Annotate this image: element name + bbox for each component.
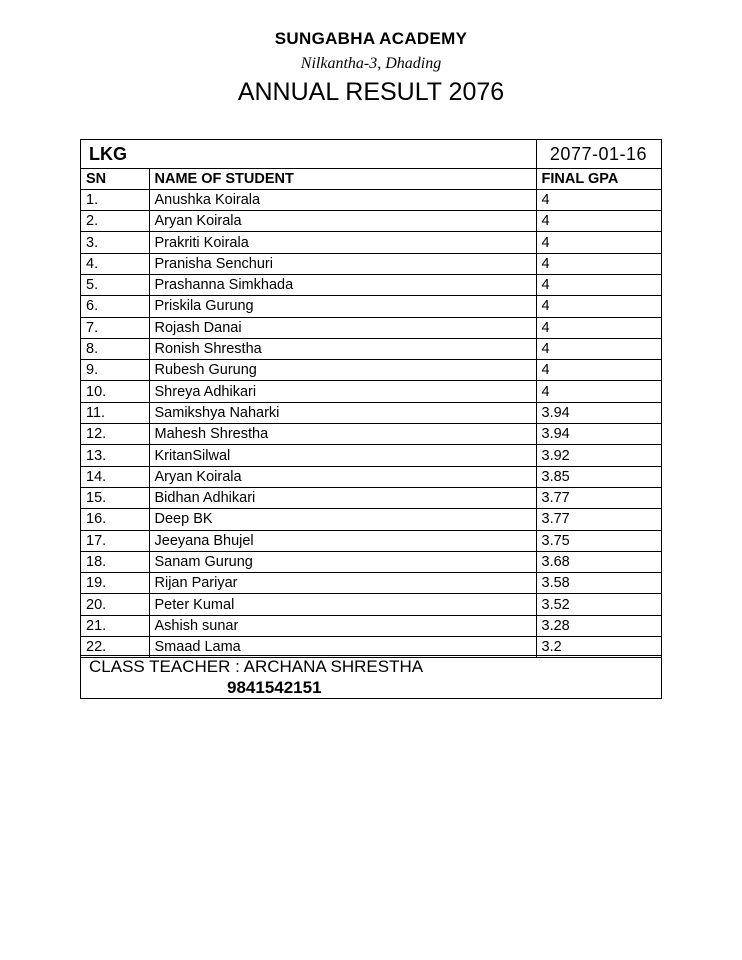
cell-sn: 12.: [81, 424, 149, 445]
cell-sn: 17.: [81, 530, 149, 551]
cell-student-name: Rojash Danai: [149, 317, 536, 338]
cell-sn: 14.: [81, 466, 149, 487]
cell-student-name: Pranisha Senchuri: [149, 253, 536, 274]
cell-student-name: Priskila Gurung: [149, 296, 536, 317]
result-title: ANNUAL RESULT 2076: [237, 78, 505, 106]
table-row: [81, 551, 661, 572]
cell-student-name: Aryan Koirala: [149, 466, 536, 487]
cell-sn: 6.: [81, 296, 149, 317]
cell-final-gpa: 4: [536, 296, 661, 317]
cell-student-name: Rijan Pariyar: [149, 573, 536, 594]
table-row: [81, 274, 661, 295]
cell-final-gpa: 3.68: [536, 551, 661, 572]
table-row: [81, 232, 661, 253]
cell-student-name: Anushka Koirala: [149, 189, 536, 210]
cell-student-name: Prashanna Simkhada: [149, 274, 536, 295]
cell-sn: 5.: [81, 274, 149, 295]
table-row: [81, 317, 661, 338]
cell-student-name: Shreya Adhikari: [149, 381, 536, 402]
cell-final-gpa: 4: [536, 338, 661, 359]
result-table: [81, 140, 661, 658]
table-row: [81, 424, 661, 445]
table-row: [81, 381, 661, 402]
cell-final-gpa: 3.94: [536, 424, 661, 445]
cell-final-gpa: 3.2: [536, 637, 661, 658]
cell-final-gpa: 4: [536, 360, 661, 381]
cell-final-gpa: 4: [536, 211, 661, 232]
cell-final-gpa: 3.75: [536, 530, 661, 551]
cell-sn: 4.: [81, 253, 149, 274]
column-header-sn: SN: [81, 168, 149, 189]
cell-sn: 11.: [81, 402, 149, 423]
cell-student-name: Rubesh Gurung: [149, 360, 536, 381]
cell-final-gpa: 4: [536, 232, 661, 253]
table-row: [81, 594, 661, 615]
cell-final-gpa: 3.77: [536, 487, 661, 508]
cell-student-name: Sanam Gurung: [149, 551, 536, 572]
cell-student-name: Smaad Lama: [149, 637, 536, 658]
table-row: [81, 509, 661, 530]
cell-sn: 1.: [81, 189, 149, 210]
table-row: [81, 466, 661, 487]
class-name: LKG: [81, 140, 536, 168]
table-row: [81, 573, 661, 594]
cell-sn: 2.: [81, 211, 149, 232]
cell-final-gpa: 3.92: [536, 445, 661, 466]
cell-student-name: Peter Kumal: [149, 594, 536, 615]
cell-final-gpa: 4: [536, 317, 661, 338]
cell-sn: 15.: [81, 487, 149, 508]
table-row: [81, 296, 661, 317]
cell-sn: 21.: [81, 615, 149, 636]
class-header-row: [81, 140, 661, 168]
cell-sn: 16.: [81, 509, 149, 530]
column-header-row: [81, 168, 661, 189]
cell-student-name: Samikshya Naharki: [149, 402, 536, 423]
table-row: [81, 402, 661, 423]
table-row: [81, 360, 661, 381]
cell-final-gpa: 3.52: [536, 594, 661, 615]
cell-final-gpa: 3.85: [536, 466, 661, 487]
table-row: [81, 338, 661, 359]
column-header-gpa: FINAL GPA: [536, 168, 661, 189]
cell-student-name: Mahesh Shrestha: [149, 424, 536, 445]
cell-student-name: Ashish sunar: [149, 615, 536, 636]
cell-final-gpa: 3.58: [536, 573, 661, 594]
cell-student-name: Bidhan Adhikari: [149, 487, 536, 508]
cell-student-name: Jeeyana Bhujel: [149, 530, 536, 551]
cell-final-gpa: 4: [536, 274, 661, 295]
result-date: 2077-01-16: [536, 140, 661, 168]
cell-sn: 22.: [81, 637, 149, 658]
footer: [81, 655, 661, 700]
cell-final-gpa: 4: [536, 253, 661, 274]
cell-student-name: Aryan Koirala: [149, 211, 536, 232]
cell-student-name: Prakriti Koirala: [149, 232, 536, 253]
cell-sn: 18.: [81, 551, 149, 572]
cell-student-name: Deep BK: [149, 509, 536, 530]
column-header-name: NAME OF STUDENT: [149, 168, 536, 189]
cell-sn: 13.: [81, 445, 149, 466]
cell-final-gpa: 4: [536, 189, 661, 210]
cell-final-gpa: 3.94: [536, 402, 661, 423]
school-name: SUNGABHA ACADEMY: [274, 29, 468, 48]
table-row: [81, 211, 661, 232]
table-row: [81, 487, 661, 508]
cell-student-name: Ronish Shrestha: [149, 338, 536, 359]
cell-sn: 8.: [81, 338, 149, 359]
school-address: Nilkantha-3, Dhading: [300, 55, 442, 72]
table-row: [81, 615, 661, 636]
cell-final-gpa: 3.77: [536, 509, 661, 530]
table-row: [81, 530, 661, 551]
cell-sn: 19.: [81, 573, 149, 594]
cell-student-name: KritanSilwal: [149, 445, 536, 466]
cell-sn: 3.: [81, 232, 149, 253]
result-sheet: [80, 139, 662, 699]
table-row: [81, 253, 661, 274]
cell-sn: 7.: [81, 317, 149, 338]
cell-final-gpa: 3.28: [536, 615, 661, 636]
teacher-phone: 9841542151: [227, 678, 322, 697]
cell-sn: 9.: [81, 360, 149, 381]
class-teacher: CLASS TEACHER : ARCHANA SHRESTHA: [89, 657, 424, 676]
table-row: [81, 189, 661, 210]
cell-sn: 20.: [81, 594, 149, 615]
cell-sn: 10.: [81, 381, 149, 402]
cell-final-gpa: 4: [536, 381, 661, 402]
table-row: [81, 445, 661, 466]
